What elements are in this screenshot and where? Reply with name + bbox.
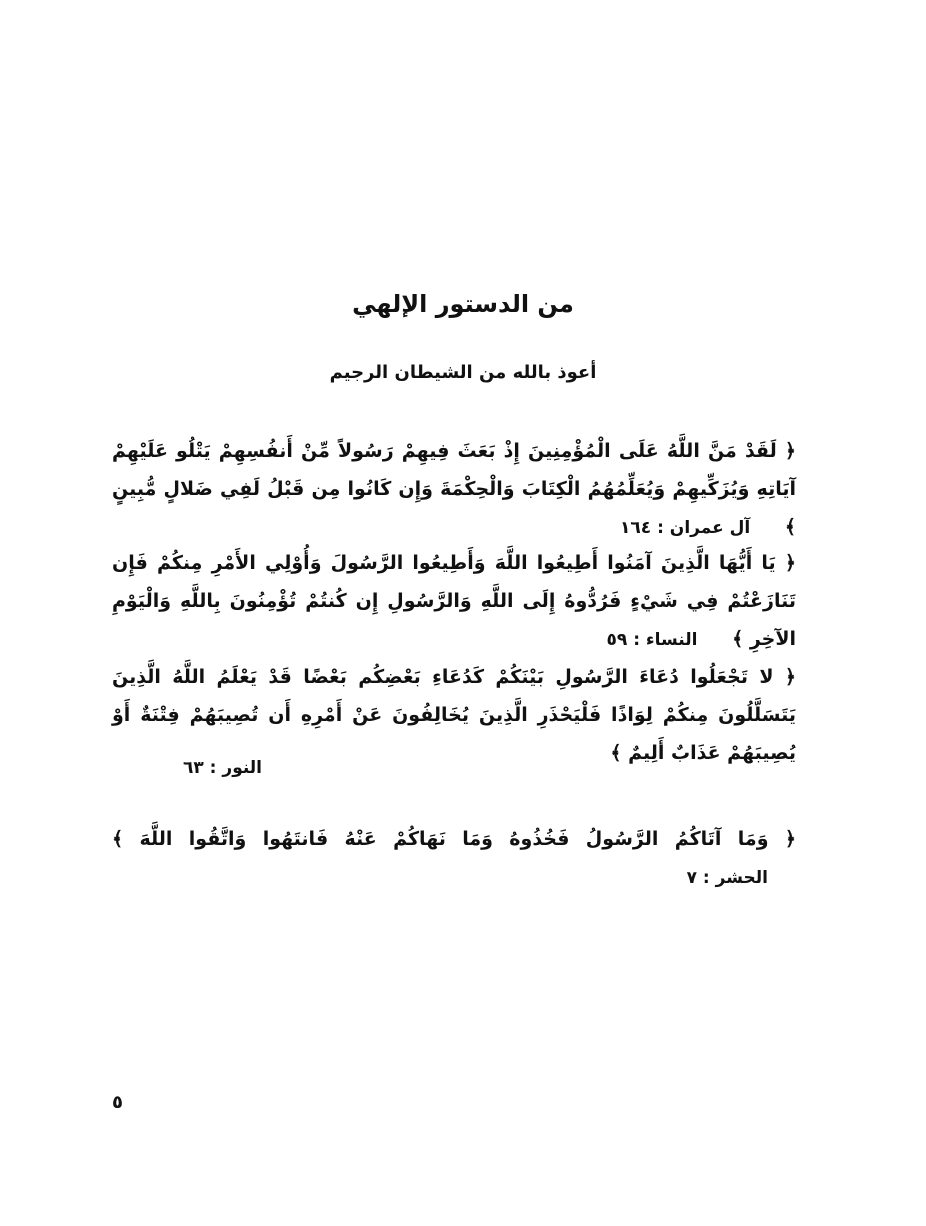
verse-text: ﴿ يَا أَيُّهَا الَّذِينَ آمَنُوا أَطِيعُوا اللَّهَ وَأَطِيعُوا الرَّسُولَ وَأُوْلِي الأَمْرِ مِنكُمْ فَإِن تَنَازَعْتُمْ فِي شَيْءٍ فَرُدُّوهُ إِلَى اللَّهِ وَالرَّسُولِ إِن كُنتُمْ تُؤْمِنُونَ بِاللَّهِ وَالْيَوْمِ الآخِرِ ﴾: [112, 552, 796, 650]
verse-reference: آل عمران : ١٦٤: [620, 518, 751, 538]
verse-text: ﴿ وَمَا آتَاكُمُ الرَّسُولُ فَخُذُوهُ وَمَا نَهَاكُمْ عَنْهُ فَانتَهُوا وَاتَّقُوا اللَّهَ ﴾: [112, 828, 796, 850]
verse-reference: النساء : ٥٩: [606, 630, 698, 650]
verse-block: [112, 658, 796, 772]
verse-text: ﴿ لا تَجْعَلُوا دُعَاءَ الرَّسُولِ بَيْنَكُمْ كَدُعَاءِ بَعْضِكُم بَعْضًا قَدْ يَعْلَمُ اللَّهُ الَّذِينَ يَتَسَلَّلُونَ مِنكُمْ لِوَاذًا فَلْيَحْذَرِ الَّذِينَ يُخَالِفُونَ عَنْ أَمْرِهِ أَن تُصِيبَهُمْ فِتْنَةٌ أَوْ يُصِيبَهُمْ عَذَابٌ أَلِيمٌ ﴾: [112, 666, 796, 764]
verse-block: [112, 432, 796, 547]
verse-reference: الحشر : ٧: [686, 868, 768, 888]
verse-block: [112, 820, 796, 897]
verse-text: ﴿ لَقَدْ مَنَّ اللَّهُ عَلَى الْمُؤْمِنِينَ إِذْ بَعَثَ فِيهِمْ رَسُولاً مِّنْ أَنفُسِهِمْ يَتْلُو عَلَيْهِمْ آيَاتِهِ وَيُزَكِّيهِمْ وَيُعَلِّمُهُمُ الْكِتَابَ وَالْحِكْمَةَ وَإِن كَانُوا مِن قَبْلُ لَفِي ضَلالٍ مُّبِينٍ ﴾: [112, 440, 796, 538]
page-number: ٥: [112, 1092, 123, 1113]
verse-block: [112, 544, 796, 659]
verse-reference: النور : ٦٣: [183, 758, 262, 778]
isti3adha-line: أعوذ بالله من الشيطان الرجيم: [329, 362, 597, 383]
page-title: من الدستور الإلهي: [352, 290, 574, 318]
